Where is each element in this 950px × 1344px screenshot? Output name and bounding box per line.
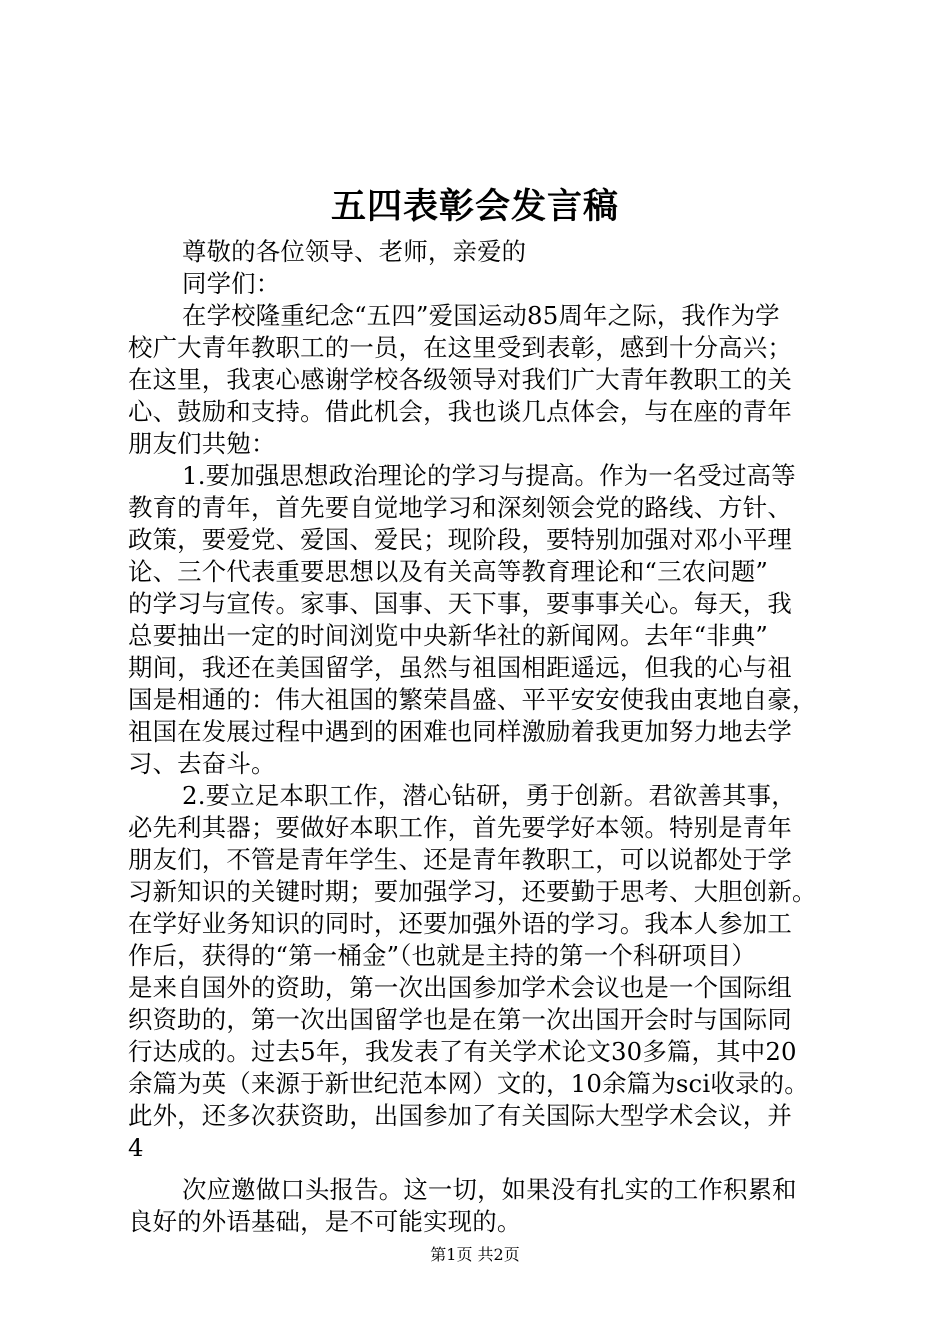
body-line: 习新知识的关键时期；要加强学习，还要勤于思考、大胆创新。 (128, 877, 817, 906)
body-line: 必先利其器；要做好本职工作，首先要学好本领。特别是青年 (128, 813, 792, 842)
body-line: 作后，获得的“第一桶金”（也就是主持的第一个科研项目） (128, 941, 756, 970)
body-line: 心、鼓励和支持。借此机会，我也谈几点体会，与在座的青年 (128, 397, 792, 426)
body-line: 在学好业务知识的同时，还要加强外语的学习。我本人参加工 (128, 909, 792, 938)
body-line: 国是相通的：伟大祖国的繁荣昌盛、平平安安使我由衷地自豪， (128, 685, 817, 714)
body-line: 1.要加强思想政治理论的学习与提高。作为一名受过高等 (182, 461, 796, 490)
body-line: 总要抽出一定的时间浏览中央新华社的新闻网。去年“非典” (128, 621, 769, 650)
body-line: 4 (128, 1133, 144, 1162)
body-line: 在这里，我衷心感谢学校各级领导对我们广大青年教职工的关 (128, 365, 792, 394)
body-line: 祖国在发展过程中遇到的困难也同样激励着我更加努力地去学 (128, 717, 792, 746)
document-title: 五四表彰会发言稿 (330, 186, 619, 227)
body-line: 行达成的。过去5年，我发表了有关学术论文30多篇，其中20 (128, 1037, 797, 1066)
page-footer: 第1页 共2页 (430, 1245, 520, 1264)
body-line: 校广大青年教职工的一员，在这里受到表彰，感到十分高兴； (128, 333, 792, 362)
body-line: 在学校隆重纪念“五四”爱国运动85周年之际，我作为学 (182, 301, 780, 330)
body-line: 论、三个代表重要思想以及有关高等教育理论和“三农问题” (128, 557, 769, 586)
body-line: 是来自国外的资助，第一次出国参加学术会议也是一个国际组 (128, 973, 792, 1002)
body-line: 同学们： (182, 269, 281, 298)
body-line: 余篇为英（来源于新世纪范本网）文的，10余篇为sci收录的。 (128, 1069, 809, 1098)
body-line: 尊敬的各位领导、老师，亲爱的 (182, 237, 527, 266)
body-line: 2.要立足本职工作，潜心钻研，勇于创新。君欲善其事， (182, 781, 796, 810)
body-line: 次应邀做口头报告。这一切，如果没有扎实的工作积累和 (182, 1175, 797, 1204)
body-line: 朋友们共勉： (128, 429, 276, 458)
body-line: 政策，要爱党、爱国、爱民；现阶段，要特别加强对邓小平理 (128, 525, 792, 554)
body-line: 期间，我还在美国留学，虽然与祖国相距遥远，但我的心与祖 (128, 653, 792, 682)
body-line: 织资助的，第一次出国留学也是在第一次出国开会时与国际同 (128, 1005, 792, 1034)
body-line: 此外，还多次获资助，出国参加了有关国际大型学术会议，并 (128, 1101, 792, 1130)
body-line: 良好的外语基础，是不可能实现的。 (128, 1207, 522, 1236)
body-line: 朋友们，不管是青年学生、还是青年教职工，可以说都处于学 (128, 845, 792, 874)
document-body (128, 236, 860, 1238)
body-line: 教育的青年，首先要自觉地学习和深刻领会党的路线、方针、 (128, 493, 792, 522)
body-line: 的学习与宣传。家事、国事、天下事，要事事关心。每天，我 (128, 589, 792, 618)
body-line: 习、去奋斗。 (128, 749, 276, 778)
